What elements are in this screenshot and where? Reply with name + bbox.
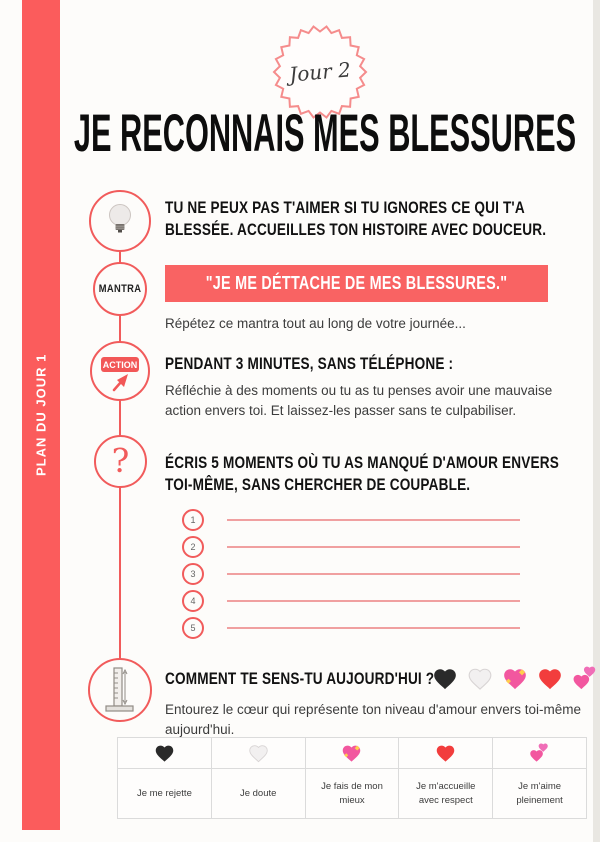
list-number-3: 3 [182, 563, 204, 585]
page-title: JE RECONNAIS MES BLESSURES [73, 104, 577, 163]
mantra-note: Répétez ce mantra tout au long de votre journée... [165, 316, 466, 331]
feeling-body: Entourez le cœur qui représente ton niveau d'amour envers toi-même aujourd'hui. [165, 702, 582, 737]
mood-table [117, 737, 587, 819]
mood-option-heart-1[interactable] [118, 738, 212, 769]
answer-line-4[interactable] [227, 600, 520, 602]
svg-text:ACTION: ACTION [102, 360, 138, 370]
white-heart-icon [467, 666, 493, 692]
lightbulb-step [89, 190, 151, 252]
two-hearts-icon [529, 743, 550, 764]
black-heart-icon [432, 666, 458, 692]
action-heading: PENDANT 3 MINUTES, SANS TÉLÉPHONE : [165, 354, 454, 373]
mood-option-label-1[interactable]: Je me rejette [118, 769, 212, 819]
red-heart-icon [537, 666, 563, 692]
mood-option-label-2[interactable]: Je doute [212, 769, 306, 819]
mood-option-label-4[interactable]: Je m'accueille avec respect [399, 769, 493, 819]
day-badge-label: Jour 2 [288, 57, 352, 87]
mantra-banner [165, 265, 548, 302]
mood-option-label-5[interactable]: Je m'aime pleinement [493, 769, 587, 819]
mood-option-label-3[interactable]: Je fais de mon mieux [306, 769, 400, 819]
sparkling-heart-icon [341, 743, 362, 764]
feeling-heading: COMMENT TE SENS-TU AUJOURD'HUI ? [165, 669, 435, 688]
list-number-5: 5 [182, 617, 204, 639]
two-hearts-icon [572, 666, 598, 692]
answer-line-5[interactable] [227, 627, 520, 629]
list-number-1: 1 [182, 509, 204, 531]
feeling-heading-row [165, 664, 598, 694]
mood-option-heart-5[interactable] [493, 738, 587, 769]
action-body: Réfléchie à des moments ou tu as tu penses avoir une mauvaise action envers toi. Et laissez-les passer sans te culpabiliser. [165, 383, 553, 418]
question-heading: ÉCRIS 5 MOMENTS OÙ TU AS MANQUÉ D'AMOUR ENVERS TOI-MÊME, SANS CHERCHER DE COUPABLE. [165, 453, 559, 495]
mood-option-heart-3[interactable] [306, 738, 400, 769]
mantra-icon-label: MANTRA [98, 283, 142, 295]
red-heart-icon [435, 743, 456, 764]
mantra-banner-text: "JE ME DÉTTACHE DE MES BLESSURES." [205, 273, 508, 293]
answer-line-1[interactable] [227, 519, 520, 521]
list-number-2: 2 [182, 536, 204, 558]
sidebar-label: PLAN DU JOUR 1 [33, 353, 49, 477]
mood-option-heart-2[interactable] [212, 738, 306, 769]
height-gauge-icon [97, 665, 143, 715]
answer-line-2[interactable] [227, 546, 520, 548]
mood-option-heart-4[interactable] [399, 738, 493, 769]
black-heart-icon [154, 743, 175, 764]
intro-heading: TU NE PEUX PAS T'AIMER SI TU IGNORES CE QUI T'A BLESSÉE. ACCUEILLES TON HISTOIRE AVEC DOUCEUR. [165, 198, 547, 240]
action-button-cursor-icon [97, 348, 143, 394]
sparkling-heart-icon [502, 666, 528, 692]
page-right-edge [593, 0, 600, 842]
question-step [94, 435, 147, 488]
measure-step [88, 658, 152, 722]
list-number-4: 4 [182, 590, 204, 612]
answer-line-3[interactable] [227, 573, 520, 575]
lightbulb-icon [100, 199, 140, 243]
mantra-step [93, 262, 147, 316]
action-step [90, 341, 150, 401]
question-mark-icon: ? [111, 440, 130, 480]
white-heart-icon [248, 743, 269, 764]
